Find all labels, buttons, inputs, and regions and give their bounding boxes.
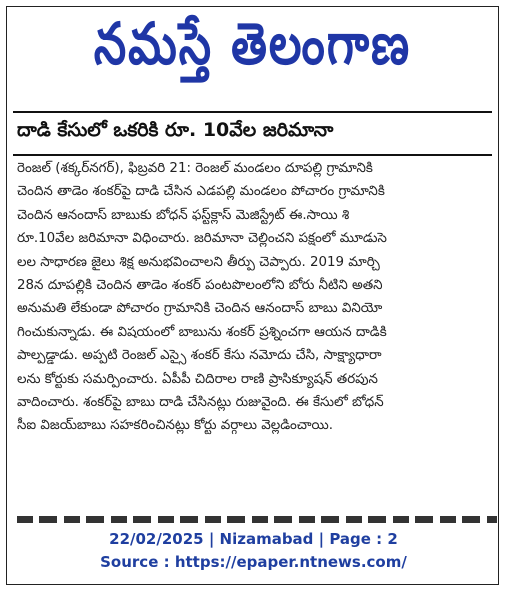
article-line: వాదించారు. శంకర్‌పై బాబు దాడి చేసినట్లు రుజువైంది. ఈ కేసులో బోధన్ (17, 394, 384, 410)
article-line: లను కోర్టుకు సమర్పించారు. ఏపీపీ చిదిరాల రాణి ప్రాసిక్యూషన్ తరపున (17, 371, 378, 387)
article-line: లల సాధారణ జైలు శిక్ష అనుభవించాలని తీర్పు చెప్పారు. 2019 మార్చి (17, 254, 380, 270)
divider-top (13, 111, 492, 113)
article-line: గించుకున్నాడు. ఈ విషయంలో బాబును శంకర్ ప్రశ్నించగా ఆయన దాడికి (17, 324, 387, 340)
article-headline: దాడి కేసులో ఒకరికి రూ. 10వేల జరిమానా (17, 119, 334, 141)
article-line: సీఐ విజయ్‌బాబు సహకరించినట్లు కోర్టు వర్గాలు వెల్లడించాయి. (17, 418, 333, 434)
article-line: అనుమతి లేకుండా పోచారం గ్రామానికి చెందిన ఆనందాస్ బాబు వినియో (17, 301, 383, 317)
article-line: రూ.10వేల జరిమానా విధించారు. జరిమానా చెల్లించని పక్షంలో మూడుసె (17, 231, 387, 247)
clipped-text-fragment (17, 513, 497, 523)
footer-date-line: 22/02/2025 | Nizamabad | Page : 2 (109, 530, 398, 548)
article-line: చెందిన తాడెం శంకర్‌పై దాడి చేసిన ఎడపల్లి మండలం పోచారం గ్రామానికి (17, 184, 385, 200)
article-line: పాల్పడ్డాడు. అప్పటి రెంజల్ ఎస్సై శంకర్ కేసు నమోదు చేసి, సాక్ష్యాధారా (17, 348, 382, 364)
article-line: రెంజల్ (శక్కర్‌నగర్), ఫిబ్రవరి 21: రెంజల్ మండలం దూపల్లి గ్రామానికి (17, 161, 373, 176)
newspaper-clipping (6, 6, 499, 585)
divider-headline (13, 154, 492, 156)
article-line: 28న దూపల్లికి చెందిన తాడెం శంకర్ పంటపొలంలోని బోరు నీటిని అతని (17, 277, 383, 293)
masthead (7, 9, 498, 87)
masthead-title: నమస్తే తెలంగాణ (93, 9, 412, 78)
article-line: చెందిన ఆనందాస్ బాబుకు బోధన్ ఫస్ట్‌క్లాస్ మెజిస్ట్రేట్ ఈ.సాయి శి (17, 207, 350, 223)
footer-source-line: Source : https://epaper.ntnews.com/ (100, 553, 407, 571)
article-body (17, 157, 497, 502)
